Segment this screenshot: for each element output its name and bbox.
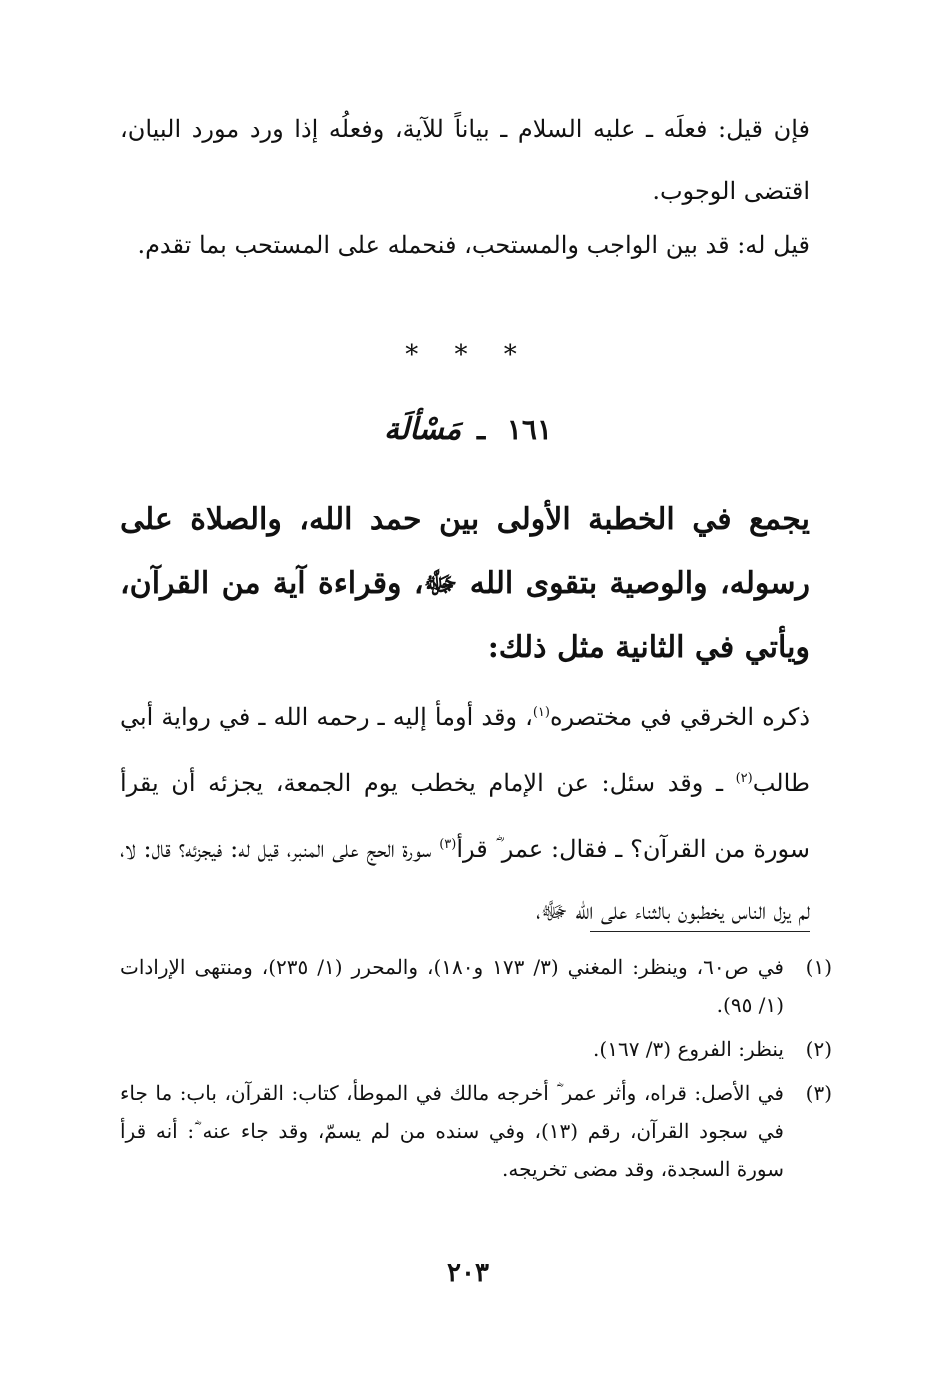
footnote-2 xyxy=(120,1030,832,1068)
footnote-number: (٢) xyxy=(805,1037,832,1061)
paragraph-commentary xyxy=(120,682,810,942)
section-separator: * * * xyxy=(405,340,531,370)
commentary-part-4: سورة الحج على المنبر، قيل له: فيجزئه؟ قال: لا، لم يزل الناس يخطبون بالثناء على الله ﷻ، xyxy=(120,835,810,925)
issue-heading xyxy=(0,412,936,447)
footnote-text: في ص٦٠، وينظر: المغني (٣/ ١٧٣ و١٨٠)، والمحرر (١/ ٢٣٥)، ومنتهى الإرادات (١/ ٩٥). xyxy=(120,955,784,1017)
page-number: ٢٠٣ xyxy=(447,1258,489,1288)
footnotes xyxy=(120,948,832,1194)
footnote-divider xyxy=(590,931,810,932)
issue-word: مَسْألَة xyxy=(383,412,462,447)
footnote-3 xyxy=(120,1074,832,1188)
issue-dash: ـ xyxy=(476,413,486,446)
footnote-number: (١) xyxy=(805,955,832,979)
footnote-ref-2: (٢) xyxy=(735,771,753,786)
commentary-part-2: ، وقد أومأ إليه ـ رحمه الله ـ في رواية أبي طالب xyxy=(120,703,810,797)
issue-ruling-text: يجمع في الخطبة الأولى بين حمد الله، والصلاة على رسوله، والوصية بتقوى الله ﷻ، وقراءة آية من القرآن، ويأتي في الثانية مثل ذلك: xyxy=(120,502,810,665)
footnote-1 xyxy=(120,948,832,1024)
issue-number: ١٦١ xyxy=(506,413,553,446)
paragraph-objection: فإن قيل: فعلَه ـ عليه السلام ـ بياناً للآية، وفعلُه إذا ورد مورد البيان، اقتضى الوجوب. xyxy=(120,115,810,205)
footnote-text: ينظر: الفروع (٣/ ١٦٧). xyxy=(593,1037,784,1061)
paragraph-reply: قيل له: قد بين الواجب والمستحب، فنحمله على المستحب بما تقدم. xyxy=(137,231,810,259)
commentary-part-3: ـ وقد سئل: عن الإمام يخطب يوم الجمعة، يجزئه أن يقرأ سورة من القرآن؟ ـ فقال: عمر ؓ قرأ xyxy=(120,769,811,863)
footnote-number: (٣) xyxy=(805,1081,832,1105)
footnote-text: في الأصل: قراه، وأثر عمر ؓ أخرجه مالك في الموطأ، كتاب: القرآن، باب: ما جاء في سجود القرآن، رقم (١٣)، وفي سنده من لم يسمّ، وقد جاء عنه ؓ: أنه قرأ سورة السجدة، وقد مضى تخريجه. xyxy=(120,1081,784,1181)
commentary-part-1: ذكره الخرقي في مختصره xyxy=(549,703,810,731)
footnote-ref-1: (١) xyxy=(532,705,550,720)
footnote-ref-3: (٣) xyxy=(439,837,457,852)
